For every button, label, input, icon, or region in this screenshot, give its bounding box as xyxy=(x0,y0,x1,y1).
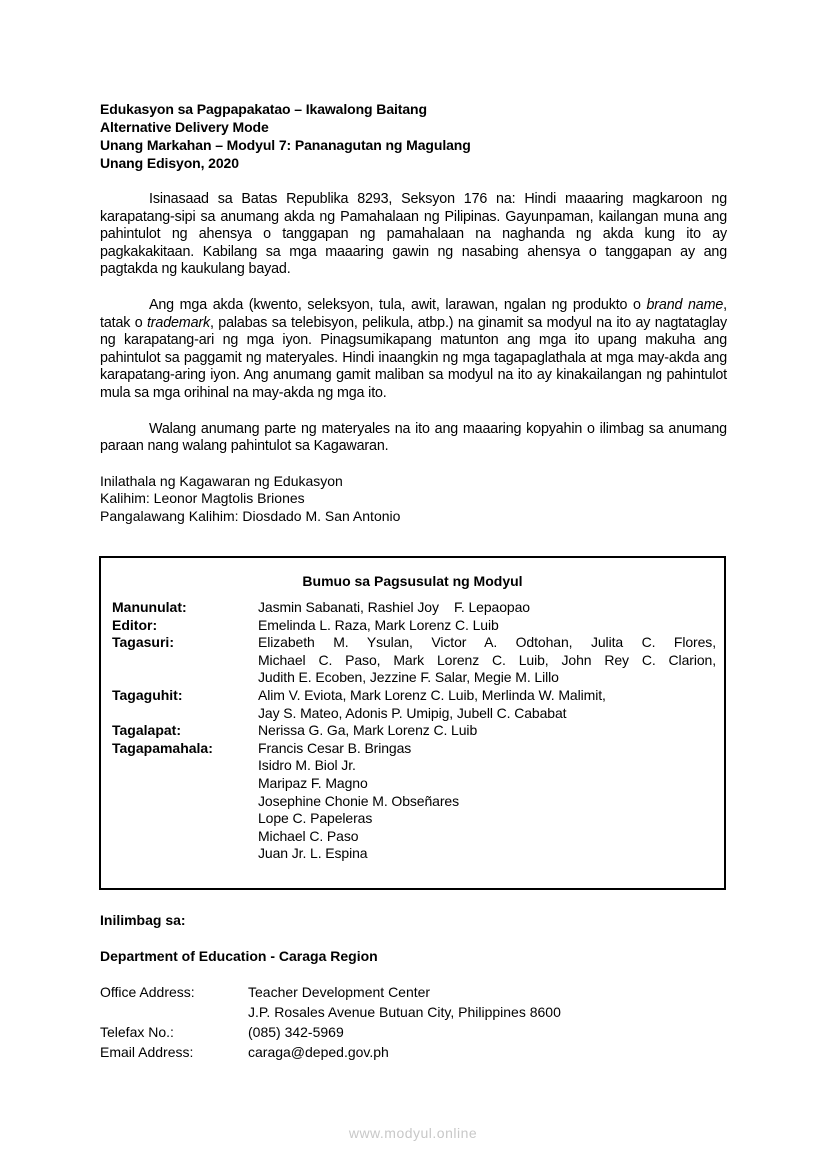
credit-label: Editor: xyxy=(112,616,158,633)
credit-value xyxy=(258,617,716,635)
credit-value xyxy=(258,722,716,740)
credit-value xyxy=(258,740,716,863)
contact-value xyxy=(248,982,561,1022)
edition: Unang Edisyon, 2020 xyxy=(100,155,239,171)
credits-title: Bumuo sa Pagsusulat ng Modyul xyxy=(302,573,523,589)
credit-row-reviewers xyxy=(112,634,716,687)
contact-value xyxy=(248,1022,344,1042)
credit-line: Michael C. Paso xyxy=(258,827,359,844)
credit-value xyxy=(258,687,716,722)
credit-line: Francis Cesar B. Bringas xyxy=(258,739,412,756)
subject-title: Edukasyon sa Pagpapakatao – Ikawalong Baitang xyxy=(100,101,427,117)
contact-value xyxy=(248,1042,389,1062)
credit-row-editor xyxy=(112,617,716,635)
credit-label: Tagaguhit: xyxy=(112,686,183,703)
delivery-mode: Alternative Delivery Mode xyxy=(100,119,269,135)
paragraph-text: Ang mga akda (kwento, seleksyon, tula, awit, larawan, ngalan ng produkto o xyxy=(149,296,647,313)
paragraph-text: , palabas sa telebisyon, pelikula, atbp.) na ginamit sa modyul na ito ay nagtataglay ng karapatang-ari ng mga iyon. Pinagsumikapang matunton ang mga ito upang makuha ang pahintulot sa paggamit ng materyales. Hindi inaangkin ng mga tagapaglathala at mga may-akda ang karapatang-aring iyon. Ang anumang gamit maliban sa modyul na ito ay kinakailangan ng pahintulot mula sa mga orihinal na may-akda ng mga ito. xyxy=(100,314,727,401)
credit-line: Nerissa G. Ga, Mark Lorenz C. Luib xyxy=(258,722,478,739)
credit-line: Jay S. Mateo, Adonis P. Umipig, Jubell C. Cababat xyxy=(258,704,567,721)
watermark: www.modyul.online xyxy=(348,1125,478,1141)
telefax-number: (085) 342-5969 xyxy=(248,1024,344,1040)
credit-value xyxy=(258,634,716,687)
copyright-page xyxy=(100,100,727,1060)
address-line: J.P. Rosales Avenue Butuan City, Philippines 8600 xyxy=(248,1004,561,1020)
publisher-line: Inilathala ng Kagawaran ng Edukasyon xyxy=(100,472,343,489)
office-address-row xyxy=(100,982,727,1022)
credit-line: Maripaz F. Magno xyxy=(258,774,368,791)
contact-info xyxy=(100,982,727,1062)
credits-list xyxy=(112,599,716,863)
credit-row-management xyxy=(112,740,716,863)
credit-line: Elizabeth M. Ysulan, Victor A. Odtohan, Julita C. Flores, xyxy=(258,634,716,651)
credit-line: Jasmin Sabanati, Rashiel Joy F. Lepaopao xyxy=(258,599,530,615)
credit-row-layout xyxy=(112,722,716,740)
credits-box xyxy=(99,556,726,890)
email-row xyxy=(100,1042,727,1062)
undersecretary-line: Pangalawang Kalihim: Diosdado M. San Antonio xyxy=(100,507,401,524)
credit-line: Alim V. Eviota, Mark Lorenz C. Luib, Merlinda W. Malimit, xyxy=(258,686,606,703)
copyright-law-paragraph: Isinasaad sa Batas Republika 8293, Seksyon 176 na: Hindi maaaring magkaroon ng karapatang-sipi sa anumang akda ng Pamahalaan ng Pilipinas. Gayunpaman, kailangan muna ang pahintulot ng ahensya o tanggapan ng pamahalaan na naghanda ng akda kung ito ay pagkakakitaan. Kabilang sa mga maaaring gawin ng nasabing ahensya o tanggapan ay ang pagtakda ng kaukulang bayad. xyxy=(100,191,727,278)
credit-row-illustrators xyxy=(112,687,716,722)
contact-label: Office Address: xyxy=(100,984,195,1000)
no-copy-paragraph: Walang anumang parte ng materyales na ito ang maaaring kopyahin o ilimbag sa anumang paraan nang walang pahintulot sa Kagawaran. xyxy=(100,420,727,455)
credit-line: Juan Jr. L. Espina xyxy=(258,845,368,862)
credit-label: Tagalapat: xyxy=(112,722,181,739)
address-line: Teacher Development Center xyxy=(248,984,431,1000)
italic-term: trademark xyxy=(146,314,210,331)
credit-line: Emelinda L. Raza, Mark Lorenz C. Luib xyxy=(258,616,499,633)
module-title: Unang Markahan – Modyul 7: Pananagutan ng Magulang xyxy=(100,137,471,153)
contact-label: Email Address: xyxy=(100,1044,194,1060)
credit-label: Tagasuri: xyxy=(112,634,174,651)
credit-row-writers xyxy=(112,599,716,617)
italic-term: brand name xyxy=(646,296,724,313)
credit-line: Isidro M. Biol Jr. xyxy=(258,757,356,774)
secretary-line: Kalihim: Leonor Magtolis Briones xyxy=(100,490,305,507)
credit-line: Lope C. Papeleras xyxy=(258,810,373,827)
telefax-row xyxy=(100,1022,727,1042)
credit-value xyxy=(258,599,716,617)
title-block xyxy=(100,100,727,172)
publisher-block xyxy=(100,473,727,526)
printed-label: Inilimbag sa: xyxy=(100,912,186,928)
credit-line: Josephine Chonie M. Obseñares xyxy=(258,792,459,809)
email-address: caraga@deped.gov.ph xyxy=(248,1044,389,1060)
paragraph-text: , tatak o xyxy=(100,296,727,331)
printed-by-block xyxy=(100,911,727,1062)
credit-line: Judith E. Ecoben, Jezzine F. Salar, Megie M. Lillo xyxy=(258,669,559,686)
credit-label: Manunulat: xyxy=(112,599,187,615)
credit-label: Tagapamahala: xyxy=(112,739,213,756)
works-used-paragraph xyxy=(100,297,727,403)
credit-line: Michael C. Paso, Mark Lorenz C. Luib, John Rey C. Clarion, xyxy=(258,651,716,668)
department-name: Department of Education - Caraga Region xyxy=(100,948,378,964)
contact-label: Telefax No.: xyxy=(100,1024,174,1040)
